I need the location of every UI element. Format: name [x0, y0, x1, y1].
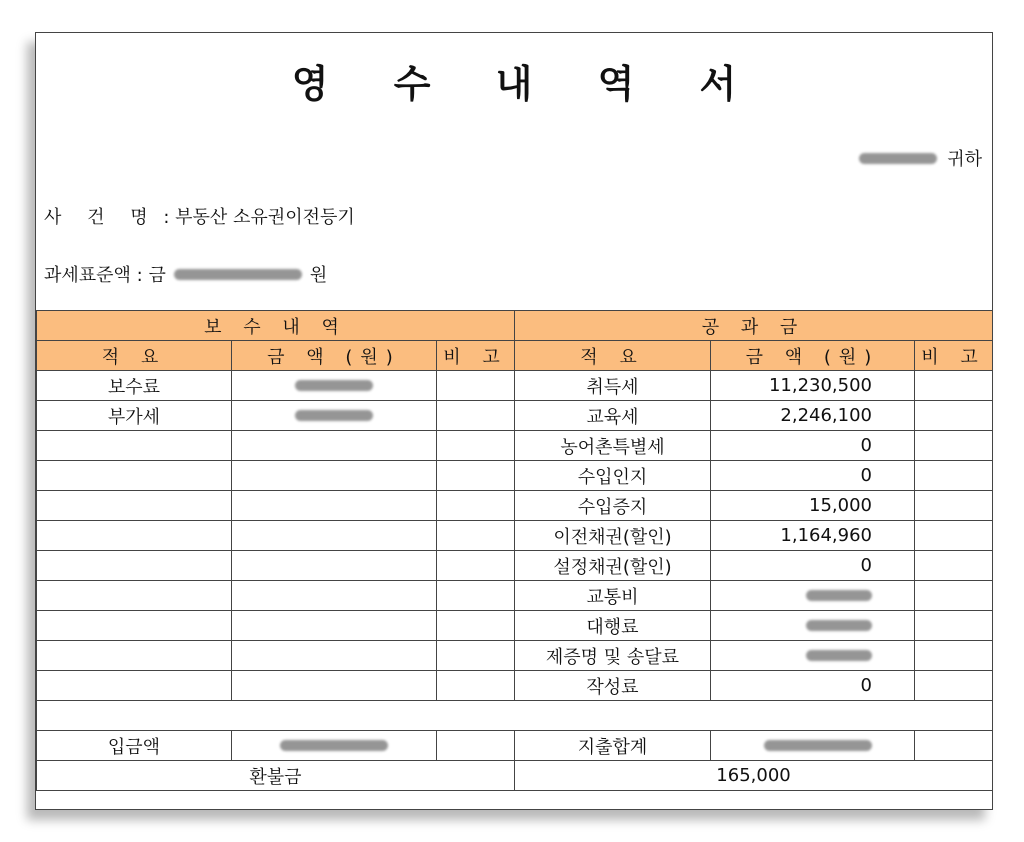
table-column-header-row	[37, 341, 993, 371]
table-row	[37, 611, 993, 641]
redacted-recipient-name	[859, 153, 937, 164]
document-title: 영 수 내 역 서	[291, 62, 763, 106]
table-row	[37, 581, 993, 611]
fee-note	[437, 401, 515, 431]
refund-amount: 165,000	[515, 761, 993, 791]
redacted-amount	[806, 590, 872, 601]
table-row	[37, 521, 993, 551]
public-amount: 15,000	[711, 491, 915, 521]
public-item: 작성료	[515, 671, 711, 701]
refund-row	[37, 761, 993, 791]
case-colon: :	[163, 207, 170, 228]
col-header-amount-right: 금 액 (원)	[711, 341, 915, 371]
redacted-amount	[806, 620, 872, 631]
taxbase-unit: 원	[309, 265, 328, 286]
taxbase-line	[44, 261, 327, 287]
redacted-taxbase-amount	[174, 269, 302, 280]
public-amount: 0	[711, 671, 915, 701]
totals-row	[37, 731, 993, 761]
recipient-suffix: 귀하	[947, 149, 982, 170]
fee-section-header: 보 수 내 역	[37, 311, 515, 341]
public-item: 대행료	[515, 611, 711, 641]
public-amount	[711, 641, 915, 671]
public-amount	[711, 581, 915, 611]
public-amount: 1,164,960	[711, 521, 915, 551]
col-header-item-left: 적 요	[37, 341, 232, 371]
table-row	[37, 671, 993, 701]
redacted-amount	[806, 650, 872, 661]
public-item: 이전채권(할인)	[515, 521, 711, 551]
table-spacer-row	[37, 701, 993, 731]
redacted-amount	[295, 380, 373, 391]
public-note	[915, 371, 993, 401]
public-amount	[711, 611, 915, 641]
table-row	[37, 461, 993, 491]
public-item: 수입인지	[515, 461, 711, 491]
table-row	[37, 431, 993, 461]
col-header-item-right: 적 요	[515, 341, 711, 371]
fee-item: 보수료	[37, 371, 232, 401]
deposit-amount	[232, 731, 437, 761]
fee-note	[437, 371, 515, 401]
expense-total-amount	[711, 731, 915, 761]
redacted-amount	[295, 410, 373, 421]
public-amount: 0	[711, 551, 915, 581]
public-amount: 11,230,500	[711, 371, 915, 401]
public-item: 설정채권(할인)	[515, 551, 711, 581]
public-item: 농어촌특별세	[515, 431, 711, 461]
case-label: 사 건 명	[44, 207, 158, 228]
public-item: 제증명 및 송달료	[515, 641, 711, 671]
receipt-table	[36, 310, 993, 791]
recipient-line	[859, 145, 982, 171]
table-row	[37, 371, 993, 401]
public-section-header: 공 과 금	[515, 311, 993, 341]
table-section-header-row	[37, 311, 993, 341]
fee-amount	[232, 401, 437, 431]
public-item: 수입증지	[515, 491, 711, 521]
table-row	[37, 401, 993, 431]
public-note	[915, 401, 993, 431]
taxbase-label: 과세표준액 : 금	[44, 265, 166, 286]
refund-label: 환불금	[37, 761, 515, 791]
col-header-note-right: 비 고	[915, 341, 993, 371]
fee-item: 부가세	[37, 401, 232, 431]
public-item: 교통비	[515, 581, 711, 611]
fee-amount	[232, 371, 437, 401]
table-row	[37, 551, 993, 581]
public-item: 교육세	[515, 401, 711, 431]
redacted-amount	[280, 740, 388, 751]
case-value: 부동산 소유권이전등기	[175, 207, 355, 228]
public-amount: 0	[711, 461, 915, 491]
case-line	[44, 203, 355, 229]
redacted-amount	[764, 740, 872, 751]
receipt-document	[35, 32, 993, 810]
table-row	[37, 491, 993, 521]
public-amount: 0	[711, 431, 915, 461]
table-row	[37, 641, 993, 671]
public-amount: 2,246,100	[711, 401, 915, 431]
expense-total-label: 지출합계	[515, 731, 711, 761]
public-item: 취득세	[515, 371, 711, 401]
col-header-amount-left: 금 액 (원)	[232, 341, 437, 371]
deposit-label: 입금액	[37, 731, 232, 761]
col-header-note-left: 비 고	[437, 341, 515, 371]
